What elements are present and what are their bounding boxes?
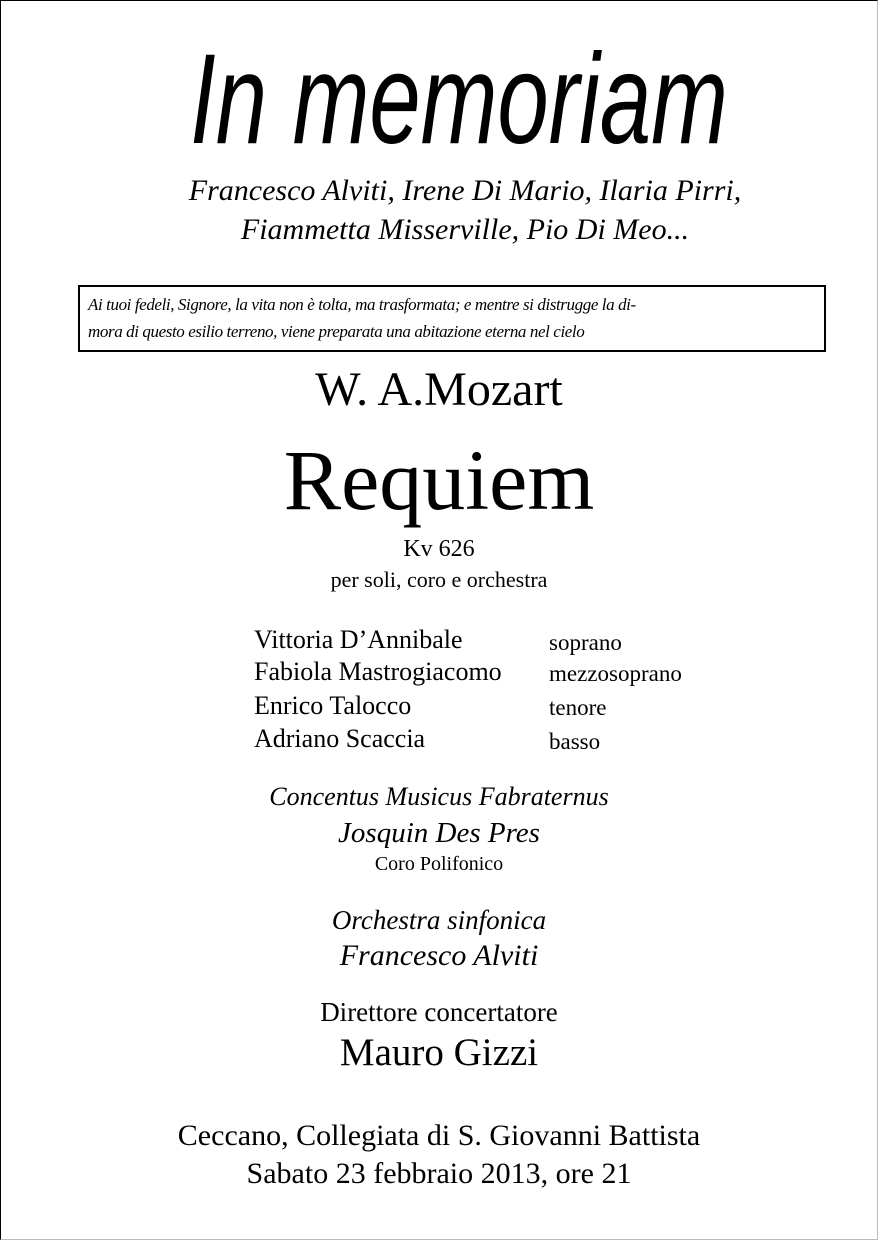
dedication-line-1: Francesco Alviti, Irene Di Mario, Ilaria Pirri, [188, 174, 742, 207]
composer-name: W. A.Mozart [315, 363, 563, 416]
soloist-name: Adriano Scaccia [254, 724, 426, 753]
orchestra-name: Orchestra sinfonica [331, 905, 547, 935]
work-title: Requiem [283, 432, 595, 528]
catalog-number: Kv 626 [403, 536, 475, 562]
dedication-line-2: Fiammetta Misserville, Pio Di Meo... [240, 213, 690, 246]
conductor-name: Mauro Gizzi [339, 1031, 539, 1074]
orchestra-subname: Francesco Alviti [339, 939, 539, 972]
work-scoring: per soli, coro e orchestra [330, 567, 548, 592]
soloist-role: soprano [549, 630, 622, 655]
soloist-role: mezzosoprano [549, 661, 682, 686]
quote-line-1: Ai tuoi fedeli, Signore, la vita non è tolta, ma trasformata; e mentre si distrugge la di- [88, 295, 636, 314]
soloist-role: tenore [549, 695, 607, 720]
choir-name: Concentus Musicus Fabraternus [269, 782, 609, 811]
choir-subname: Josquin Des Pres [338, 817, 540, 849]
event-venue: Ceccano, Collegiata di S. Giovanni Battista [177, 1119, 701, 1152]
choir-type: Coro Polifonico [374, 853, 504, 875]
event-date: Sabato 23 febbraio 2013, ore 21 [246, 1157, 632, 1190]
soloist-role: basso [549, 729, 601, 754]
soloist-name: Fabiola Mastrogiacomo [254, 657, 502, 686]
page-title: In memoriam [190, 28, 728, 171]
soloist-name: Enrico Talocco [254, 691, 412, 720]
quote-line-2: mora di questo esilio terreno, viene preparata una abitazione eterna nel cielo [88, 322, 585, 341]
quote-box [78, 285, 826, 352]
conductor-role: Direttore concertatore [320, 997, 558, 1027]
soloist-name: Vittoria D’Annibale [254, 625, 463, 654]
